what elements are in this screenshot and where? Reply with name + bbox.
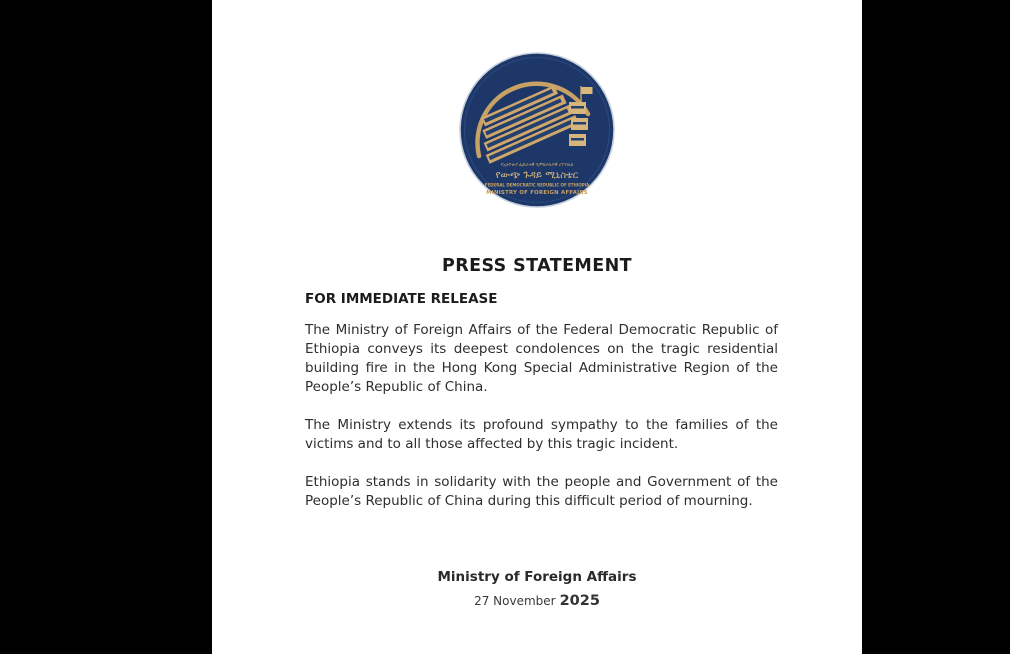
seal-amharic-large-text: የውጭ ጉዳይ ሚኒስቴር — [495, 170, 579, 181]
date-day-month: 27 November — [474, 594, 556, 608]
statement-title: PRESS STATEMENT — [442, 256, 632, 276]
seal-english-bold-text: MINISTRY OF FOREIGN AFFAIRS — [486, 190, 588, 196]
seal-amharic-small-text: የኢትዮጵያ ፌዴራላዊ ዲሞክራሲያዊ ሪፐብሊክ — [500, 163, 574, 168]
statement-paragraph-1: The Ministry of Foreign Affairs of the Federal Democratic Republic of Ethiopia conveys its deepest condolences on the tragic residential building fire in the Hong Kong Special Administrative Region of the People’s Republic of China. — [305, 322, 778, 395]
ministry-of-foreign-affairs-seal-icon — [457, 50, 617, 210]
release-line: FOR IMMEDIATE RELEASE — [305, 291, 498, 307]
statement-paragraph-2: The Ministry extends its profound sympathy to the families of the victims and to all those affected by this tragic incident. — [305, 417, 778, 452]
statement-paragraph-3: Ethiopia stands in solidarity with the people and Government of the People’s Republic of China during this difficult period of mourning. — [305, 474, 778, 509]
signature-line: Ministry of Foreign Affairs — [437, 569, 637, 585]
logo-area — [212, 0, 862, 214]
press-statement-page — [212, 0, 862, 654]
statement-body — [212, 291, 862, 511]
date-line — [212, 593, 862, 609]
seal-english-small-text: FEDERAL DEMOCRATIC REPUBLIC OF ETHIOPIA — [484, 182, 590, 188]
date-year: 2025 — [559, 593, 600, 609]
